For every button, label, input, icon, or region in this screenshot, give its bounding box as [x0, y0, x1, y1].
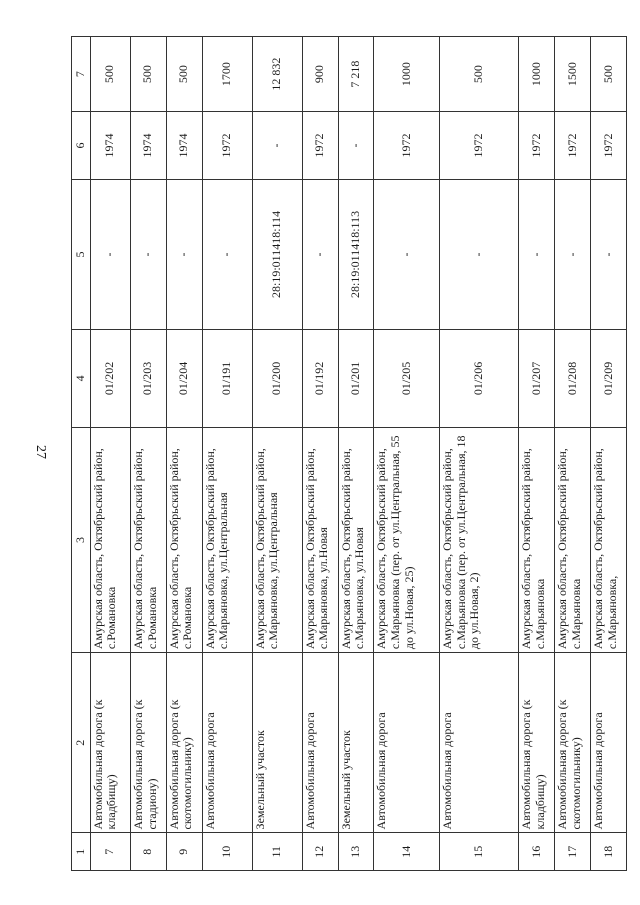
row-number: 12	[302, 833, 338, 871]
object-address: Амурская область, Октябрьский район, с.Марьяновка (пер. от ул.Центральная, 55 до ул.Новая, 25)	[374, 427, 439, 652]
cadastral-number: -	[374, 179, 439, 329]
year: 1972	[519, 112, 555, 180]
object-name: Автомобильная дорога	[202, 653, 252, 833]
object-address: Амурская область, Октябрьский район, с.Марьяновка,	[591, 427, 627, 652]
table-row	[439, 37, 518, 871]
row-number: 15	[439, 833, 518, 871]
value: 1000	[519, 37, 555, 112]
table-row	[519, 37, 555, 871]
value: 500	[166, 37, 202, 112]
object-name: Земельный участок	[338, 653, 374, 833]
object-address: Амурская область, Октябрьский район, с.Марьяновка, ул.Новая	[302, 427, 338, 652]
cadastral-number: -	[302, 179, 338, 329]
object-address: Амурская область, Октябрьский район, с.Романовка	[166, 427, 202, 652]
column-header: 4	[72, 330, 91, 428]
object-address: Амурская область, Октябрьский район, с.Марьяновка (пер. от ул.Центральная, 18 до ул.Новая, 2)	[439, 427, 518, 652]
year: 1974	[130, 112, 166, 180]
object-name: Автомобильная дорога (к кладбищу)	[90, 653, 130, 833]
object-name: Автомобильная дорога (к скотомогильнику)	[166, 653, 202, 833]
object-address: Амурская область, Октябрьский район, с.Марьяновка	[519, 427, 555, 652]
table-row	[90, 37, 130, 871]
object-address: Амурская область, Октябрьский район, с.Марьяновка, ул.Новая	[338, 427, 374, 652]
row-number: 9	[166, 833, 202, 871]
value: 500	[130, 37, 166, 112]
object-name: Автомобильная дорога (к кладбищу)	[519, 653, 555, 833]
year: -	[338, 112, 374, 180]
cadastral-number: -	[591, 179, 627, 329]
value: 12 832	[252, 37, 302, 112]
row-number: 14	[374, 833, 439, 871]
object-address: Амурская область, Октябрьский район, с.Марьяновка	[555, 427, 591, 652]
table-row	[252, 37, 302, 871]
value: 500	[90, 37, 130, 112]
registry-number: 01/191	[202, 330, 252, 428]
rotated-table-container	[71, 36, 627, 871]
year: 1972	[555, 112, 591, 180]
registry-number: 01/208	[555, 330, 591, 428]
cadastral-number: -	[439, 179, 518, 329]
table-row	[374, 37, 439, 871]
table-row	[338, 37, 374, 871]
year: 1974	[166, 112, 202, 180]
property-table	[71, 36, 627, 871]
object-name: Автомобильная дорога (к стадиону)	[130, 653, 166, 833]
registry-number: 01/205	[374, 330, 439, 428]
registry-number: 01/200	[252, 330, 302, 428]
registry-number: 01/192	[302, 330, 338, 428]
table-row	[555, 37, 591, 871]
table-row	[202, 37, 252, 871]
cadastral-number: -	[130, 179, 166, 329]
object-name: Автомобильная дорога	[591, 653, 627, 833]
row-number: 8	[130, 833, 166, 871]
value: 500	[439, 37, 518, 112]
value: 1500	[555, 37, 591, 112]
cadastral-number: -	[90, 179, 130, 329]
column-header: 6	[72, 112, 91, 180]
object-address: Амурская область, Октябрьский район, с.Марьяновка, ул.Центральная	[202, 427, 252, 652]
year: 1972	[374, 112, 439, 180]
column-header: 2	[72, 653, 91, 833]
registry-number: 01/203	[130, 330, 166, 428]
cadastral-number: -	[166, 179, 202, 329]
year: -	[252, 112, 302, 180]
row-number: 17	[555, 833, 591, 871]
value: 1000	[374, 37, 439, 112]
year: 1972	[202, 112, 252, 180]
registry-number: 01/209	[591, 330, 627, 428]
registry-number: 01/206	[439, 330, 518, 428]
value: 500	[591, 37, 627, 112]
page-number: 27	[33, 445, 48, 459]
table-row	[166, 37, 202, 871]
year: 1972	[439, 112, 518, 180]
registry-number: 01/202	[90, 330, 130, 428]
object-address: Амурская область, Октябрьский район, с.Марьяновка, ул.Центральная	[252, 427, 302, 652]
column-header: 7	[72, 37, 91, 112]
column-header: 3	[72, 427, 91, 652]
cadastral-number: 28:19:011418:113	[338, 179, 374, 329]
registry-number: 01/201	[338, 330, 374, 428]
row-number: 11	[252, 833, 302, 871]
column-header: 5	[72, 179, 91, 329]
row-number: 16	[519, 833, 555, 871]
registry-number: 01/204	[166, 330, 202, 428]
value: 1700	[202, 37, 252, 112]
year: 1972	[591, 112, 627, 180]
row-number: 18	[591, 833, 627, 871]
registry-number: 01/207	[519, 330, 555, 428]
row-number: 13	[338, 833, 374, 871]
table-row	[130, 37, 166, 871]
object-address: Амурская область, Октябрьский район, с.Романовка	[130, 427, 166, 652]
value: 7 218	[338, 37, 374, 112]
object-name: Автомобильная дорога	[374, 653, 439, 833]
year: 1974	[90, 112, 130, 180]
column-header: 1	[72, 833, 91, 871]
cadastral-number: -	[555, 179, 591, 329]
table-row	[302, 37, 338, 871]
row-number: 10	[202, 833, 252, 871]
row-number: 7	[90, 833, 130, 871]
table-row	[591, 37, 627, 871]
object-name: Автомобильная дорога (к скотомогильнику)	[555, 653, 591, 833]
cadastral-number: 28:19:011418:114	[252, 179, 302, 329]
object-name: Автомобильная дорога	[439, 653, 518, 833]
object-address: Амурская область, Октябрьский район, с.Романовка	[90, 427, 130, 652]
year: 1972	[302, 112, 338, 180]
object-name: Автомобильная дорога	[302, 653, 338, 833]
cadastral-number: -	[202, 179, 252, 329]
object-name: Земельный участок	[252, 653, 302, 833]
header-row	[72, 37, 91, 871]
cadastral-number: -	[519, 179, 555, 329]
value: 900	[302, 37, 338, 112]
